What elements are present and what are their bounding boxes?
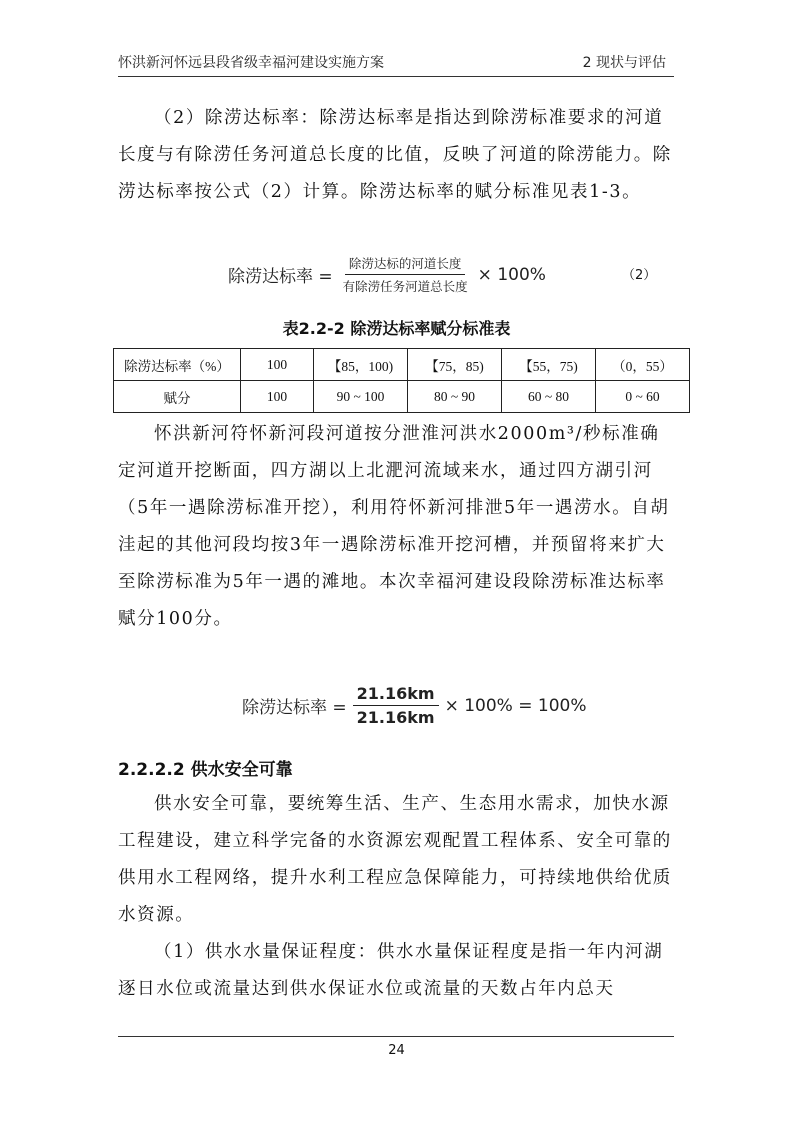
- paragraph-drainage-definition: （2）除涝达标率：除涝达标率是指达到除涝标准要求的河道长度与有除涝任务河道总长度的比值，反映了河道的除涝能力。除涝达标率按公式（2）计算。除涝达标率的赋分标准见表1-3。: [118, 108, 672, 202]
- table-cell: 100: [241, 381, 314, 413]
- table-cell: 【85，100): [314, 349, 408, 381]
- table-cell: 【75，85): [408, 349, 502, 381]
- formula-numerator: 21.16km: [353, 684, 439, 706]
- table-cell: 100: [241, 349, 314, 381]
- table-cell: 【55，75): [502, 349, 596, 381]
- page-header: [118, 50, 674, 77]
- formula-number: （2）: [622, 268, 657, 283]
- table-cell: （0，55）: [596, 349, 690, 381]
- table-cell: 赋分: [114, 381, 241, 413]
- formula-denominator: 有除涝任务河道总长度: [342, 279, 468, 294]
- formula-fraction: [339, 254, 472, 295]
- formula-rhs: × 100% = 100%: [444, 695, 587, 716]
- formula-denominator: 21.16km: [356, 708, 435, 727]
- section-heading: 2.2.2.2 供水安全可靠: [118, 760, 293, 780]
- table-cell: 除涝达标率（%）: [114, 349, 241, 381]
- table-title: 表2.2-2 除涝达标率赋分标准表: [282, 319, 511, 338]
- table-cell: 90 ~ 100: [314, 381, 408, 413]
- score-table: [113, 348, 690, 413]
- formula-fraction: [353, 684, 439, 727]
- table-cell: 60 ~ 80: [502, 381, 596, 413]
- table-cell: 0 ~ 60: [596, 381, 690, 413]
- page-number: 24: [388, 1043, 405, 1058]
- formula-rhs: × 100%: [477, 264, 546, 285]
- header-section: 2 现状与评估: [582, 55, 666, 71]
- paragraph-supply-guarantee: （1）供水水量保证程度：供水水量保证程度是指一年内河湖逐日水位或流量达到供水保证水位或流量的天数占年内总天: [118, 942, 664, 999]
- footer-divider: [118, 1036, 674, 1037]
- paragraph-drainage-status: 怀洪新河符怀新河段河道按分泄淮河洪水2000m³/秒标准确定河道开挖断面，四方湖以上北淝河流域来水，通过四方湖引河（5年一遇除涝标准开挖），利用符怀新河排泄5年一遇涝水。自胡洼起的其他河段均按3年一遇除涝标准开挖河槽，并预留将来扩大至除涝标准为5年一遇的滩地。本次幸福河建设段除涝标准达标率赋分100分。: [118, 424, 670, 629]
- formula-drainage-result: [242, 684, 586, 727]
- paragraph-water-supply: 供水安全可靠，要统筹生活、生产、生态用水需求，加快水源工程建设，建立科学完备的水资源宏观配置工程体系、安全可靠的供用水工程网络，提升水利工程应急保障能力，可持续地供给优质水资源。: [118, 794, 672, 925]
- formula-lhs: 除涝达标率 =: [242, 698, 347, 718]
- header-title: 怀洪新河怀远县段省级幸福河建设实施方案: [118, 55, 384, 71]
- table-row: [114, 349, 690, 381]
- formula-lhs: 除涝达标率 =: [228, 267, 333, 287]
- formula-numerator: 除涝达标的河道长度: [345, 254, 466, 275]
- table-row: [114, 381, 690, 413]
- table-cell: 80 ~ 90: [408, 381, 502, 413]
- formula-drainage-rate: [228, 254, 546, 295]
